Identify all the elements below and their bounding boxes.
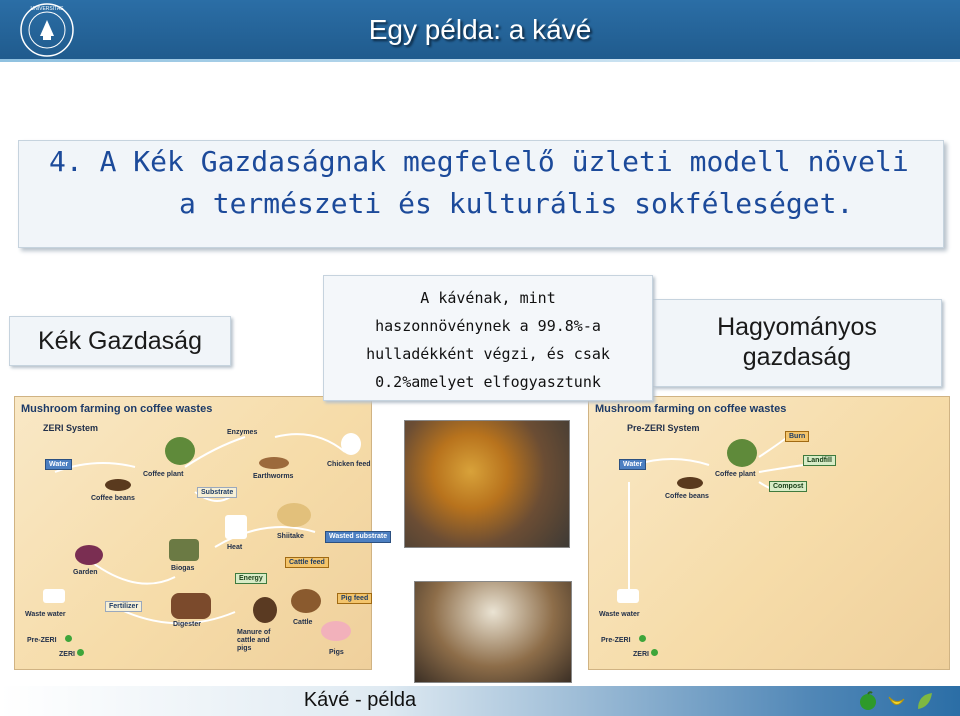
main-heading-line-2: a természeti és kulturális sokféleséget. <box>179 187 854 220</box>
node-energy: Energy <box>235 573 267 584</box>
digester-icon <box>171 593 211 619</box>
cattle-icon <box>291 589 321 613</box>
zeri-diagram-title: Mushroom farming on coffee wastes <box>21 403 213 415</box>
pre-zeri-diagram-arrows <box>589 397 949 669</box>
legend-zeri-right: ZERI <box>633 651 649 658</box>
legend-pre-zeri-right: Pre-ZERI <box>601 637 631 644</box>
node-biogas: Biogas <box>171 565 195 572</box>
leaf-icon <box>914 691 934 711</box>
pre-zeri-dot-icon-right <box>639 635 646 642</box>
coffee-beans-icon-right <box>677 477 703 489</box>
biogas-icon <box>169 539 199 561</box>
main-heading-line-1: 4. A Kék Gazdaságnak megfelelő üzleti modell növeli <box>49 145 909 178</box>
pre-zeri-system-label: Pre-ZERI System <box>627 423 700 433</box>
mushroom-photo <box>404 420 570 548</box>
traditional-label-line-1: Hagyományos <box>717 313 877 341</box>
node-cattle-feed: Cattle feed <box>285 557 329 568</box>
node-digester: Digester <box>173 621 202 628</box>
node-waste-water-right: Waste water <box>599 611 640 618</box>
seal-letters: UNIVERSITAS <box>30 6 64 12</box>
node-water: Water <box>45 459 72 470</box>
node-enzymes: Enzymes <box>227 429 258 436</box>
legend-pre-zeri: Pre-ZERI <box>27 637 57 644</box>
zeri-dot-icon-right <box>651 649 658 656</box>
node-landfill: Landfill <box>803 455 836 466</box>
node-fertilizer: Fertilizer <box>105 601 142 612</box>
node-chicken-feed: Chicken feed <box>327 461 371 468</box>
pigs-icon <box>321 621 351 641</box>
node-coffee-plant: Coffee plant <box>143 471 184 478</box>
apple-icon <box>858 691 878 711</box>
zeri-diagram-arrows <box>15 397 371 669</box>
waste-water-icon <box>43 589 65 603</box>
node-coffee-plant-right: Coffee plant <box>715 471 756 478</box>
footer-text: Kávé - példa <box>303 689 417 711</box>
pre-zeri-dot-icon <box>65 635 72 642</box>
node-wasted-substrate: Wasted substrate <box>325 531 391 543</box>
page-title: Egy példa: a kávé <box>368 14 592 45</box>
zeri-system-label: ZERI System <box>43 423 99 433</box>
pre-zeri-diagram <box>588 396 950 670</box>
node-burn: Burn <box>785 431 809 442</box>
banana-icon <box>886 691 906 711</box>
main-heading <box>39 141 959 225</box>
mushroom-farm-photo <box>414 581 572 683</box>
node-earthworms: Earthworms <box>253 473 294 480</box>
coffee-plant-icon-right <box>727 439 757 467</box>
blue-economy-label: Kék Gazdaság <box>9 316 231 366</box>
heat-icon <box>225 515 247 539</box>
node-water-right: Water <box>619 459 646 470</box>
zeri-dot-icon <box>77 649 84 656</box>
node-shiitake: Shiitake <box>277 533 304 540</box>
heading-box <box>18 140 944 248</box>
header-bar <box>0 0 960 62</box>
node-cattle: Cattle <box>293 619 313 626</box>
node-compost: Compost <box>769 481 807 492</box>
node-pigs: Pigs <box>329 649 344 656</box>
shiitake-icon <box>277 503 311 527</box>
note-line-1: A kávénak, mint <box>420 289 556 307</box>
node-heat: Heat <box>227 544 243 551</box>
chicken-icon <box>341 433 361 455</box>
garden-icon <box>75 545 103 565</box>
pre-zeri-diagram-title: Mushroom farming on coffee wastes <box>595 403 787 415</box>
zeri-diagram <box>14 396 388 670</box>
coffee-beans-icon <box>105 479 131 491</box>
node-substrate: Substrate <box>197 487 237 498</box>
note-line-4: 0.2%amelyet elfogyasztunk <box>375 373 601 391</box>
note-line-3: hulladékként végzi, és csak <box>366 345 610 363</box>
traditional-label-line-2: gazdaság <box>742 343 852 371</box>
node-garden: Garden <box>73 569 98 576</box>
note-line-2: haszonnövénynek a 99.8%-a <box>375 317 601 335</box>
node-pig-feed: Pig feed <box>337 593 372 604</box>
node-manure: Manure of cattle and pigs <box>237 629 271 652</box>
coffee-plant-icon <box>165 437 195 465</box>
traditional-economy-label <box>652 299 942 387</box>
node-coffee-beans: Coffee beans <box>91 495 135 502</box>
waste-water-icon-right <box>617 589 639 603</box>
node-coffee-beans-right: Coffee beans <box>665 493 709 500</box>
legend-zeri: ZERI <box>59 651 75 658</box>
earthworms-icon <box>259 457 289 469</box>
manure-icon <box>253 597 277 623</box>
coffee-waste-note <box>323 275 653 401</box>
node-waste-water: Waste water <box>25 611 66 618</box>
